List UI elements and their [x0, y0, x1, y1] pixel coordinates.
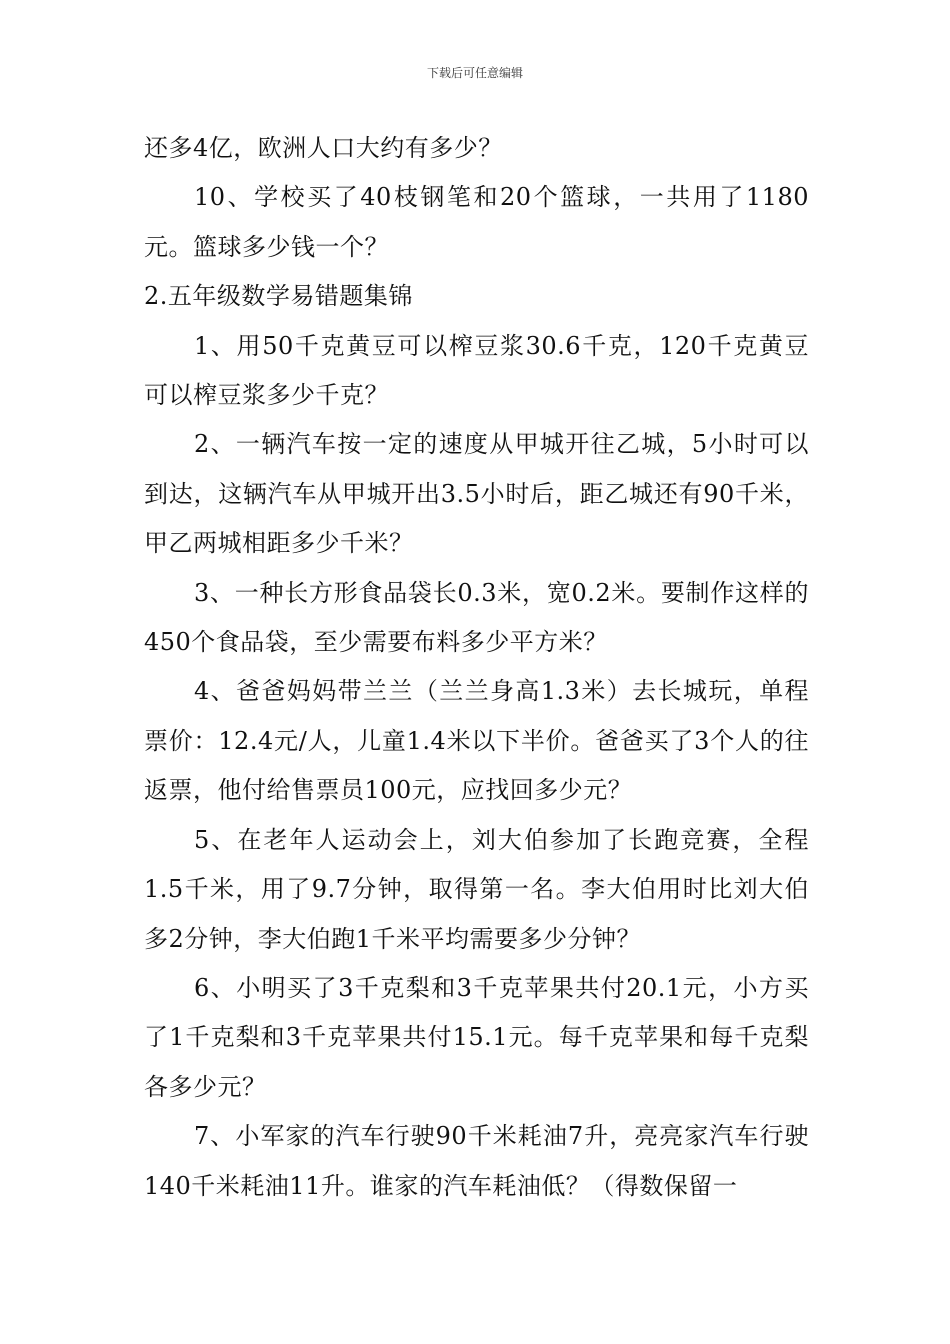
question-4: 4、爸爸妈妈带兰兰（兰兰身高1.3米）去长城玩，单程票价：12.4元/人，儿童1.4米以下半价。爸爸买了3个人的往返票，他付给售票员100元，应找回多少元？	[144, 677, 809, 805]
question-10: 10、学校买了40枝钢笔和20个篮球，一共用了1180元。篮球多少钱一个？	[144, 183, 809, 261]
question-2: 2、一辆汽车按一定的速度从甲城开往乙城，5小时可以到达，这辆汽车从甲城开出3.5小时后，距乙城还有90千米，甲乙两城相距多少千米？	[144, 430, 809, 558]
question-7: 7、小军家的汽车行驶90千米耗油7升，亮亮家汽车行驶140千米耗油11升。谁家的汽车耗油低？（得数保留一	[144, 1122, 809, 1200]
page-header: 下载后可任意编辑	[426, 66, 523, 80]
question-3: 3、一种长方形食品袋长0.3米，宽0.2米。要制作这样的450个食品袋，至少需要布料多少平方米？	[144, 578, 809, 657]
carryover-paragraph: 还多4亿，欧洲人口大约有多少？	[144, 134, 503, 162]
section-title: 2.五年级数学易错题集锦	[144, 282, 413, 311]
question-5: 5、在老年人运动会上，刘大伯参加了长跑竞赛，全程1.5千米，用了9.7分钟，取得第一名。李大伯用时比刘大伯多2分钟，李大伯跑1千米平均需要多少分钟？	[144, 825, 809, 953]
question-1: 1、用50千克黄豆可以榨豆浆30.6千克，120千克黄豆可以榨豆浆多少千克？	[144, 331, 809, 410]
document-body	[144, 124, 809, 1211]
question-6: 6、小明买了3千克梨和3千克苹果共付20.1元，小方买了1千克梨和3千克苹果共付15.1元。每千克苹果和每千克梨各多少元？	[144, 973, 809, 1101]
